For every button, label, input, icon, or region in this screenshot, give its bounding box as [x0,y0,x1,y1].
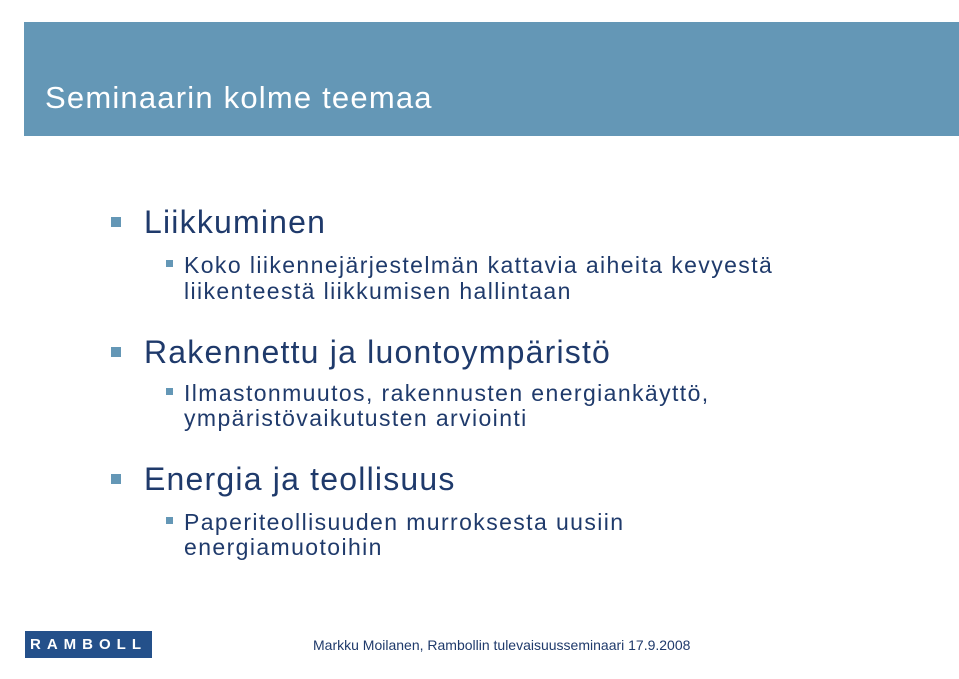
sub-bullet-square-icon [166,517,173,524]
sub-bullet-square-icon [166,388,173,395]
slide-title: Seminaarin kolme teemaa [45,80,433,115]
topic-detail-line: Paperiteollisuuden murroksesta uusiin [184,509,625,535]
topic-detail-line: Ilmastonmuutos, rakennusten energiankäyttö, [184,380,710,406]
bullet-square-icon [111,474,121,484]
bullet-square-icon [111,347,121,357]
topic-detail-line: energiamuotoihin [184,534,383,560]
topic-heading: Liikkuminen [144,204,327,240]
topic-detail-line: liikenteestä liikkumisen hallintaan [184,278,572,304]
ramboll-logo: RAMBOLL [25,631,152,658]
footer-caption: Markku Moilanen, Rambollin tulevaisuusseminaari 17.9.2008 [313,637,691,653]
bullet-square-icon [111,217,121,227]
title-bar [24,22,959,136]
topic-heading: Rakennettu ja luontoympäristö [144,334,612,370]
topic-detail-line: ympäristövaikutusten arviointi [184,405,528,431]
sub-bullet-square-icon [166,260,173,267]
topic-detail-line: Koko liikennejärjestelmän kattavia aiheita kevyestä [184,252,774,278]
topic-heading: Energia ja teollisuus [144,461,456,497]
